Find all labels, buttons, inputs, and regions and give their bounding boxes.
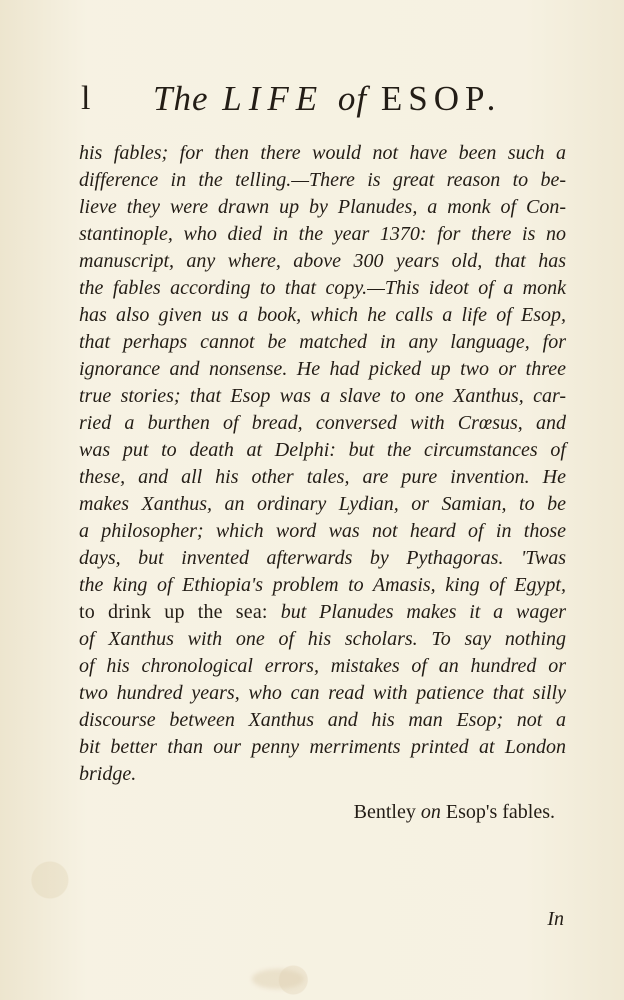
text-line-1: his fables; for then there would not have been such a <box>79 142 566 164</box>
running-head-esop: ESOP. <box>380 79 502 118</box>
source-attribution <box>354 799 555 826</box>
running-head-of: of <box>337 79 368 118</box>
text-line-22: discourse between Xanthus and his man Esop; not a <box>79 709 566 731</box>
text-line-7: has also given us a book, which he calls a life of Esop, <box>79 304 566 326</box>
text-line-3: lieve they were drawn up by Planudes, a monk of Con- <box>79 196 566 218</box>
text-line-16: days, but invented afterwards by Pythagoras. 'Twas <box>79 547 566 569</box>
body-text <box>79 140 566 788</box>
text-line-9: ignorance and nonsense. He had picked up two or three <box>79 358 566 380</box>
text-line-13: these, and all his other tales, are pure invention. He <box>79 466 566 488</box>
page-header <box>81 78 535 120</box>
text-line-4: stantinople, who died in the year 1370: for there is no <box>79 223 566 245</box>
text-line-24: bridge. <box>79 763 137 785</box>
text-line-18-roman: to drink up the sea: <box>79 601 281 623</box>
text-line-19: of Xanthus with one of his scholars. To say nothing <box>79 628 566 650</box>
attribution-author: Bentley <box>353 801 416 823</box>
text-line-8: that perhaps cannot be matched in any language, for <box>79 331 566 353</box>
paper-stain <box>252 969 304 989</box>
text-line-5: manuscript, any where, above 300 years old, that has <box>79 250 566 272</box>
text-line-12: was put to death at Delphi: but the circumstances of <box>79 439 566 461</box>
text-line-14: makes Xanthus, an ordinary Lydian, or Samian, to be <box>79 493 566 515</box>
page-number: l <box>81 80 91 117</box>
running-head-the: The <box>153 79 209 118</box>
attribution-on: on <box>420 801 441 823</box>
text-line-20: of his chronological errors, mistakes of an hundred or <box>79 655 566 677</box>
text-line-15: a philosopher; which word was not heard of in those <box>79 520 566 542</box>
text-line-2: difference in the telling.—There is great reason to be- <box>79 169 566 191</box>
attribution-work: Esop's fables. <box>445 801 555 823</box>
text-line-17: the king of Ethiopia's problem to Amasis, king of Egypt, <box>79 574 566 596</box>
running-head-life: LIFE <box>222 79 325 118</box>
text-line-18 <box>79 599 566 626</box>
text-line-6: the fables according to that copy.—This ideot of a monk <box>79 277 566 299</box>
catchword: In <box>547 908 564 930</box>
text-line-10: true stories; that Esop was a slave to one Xanthus, car- <box>79 385 566 407</box>
text-line-11: ried a burthen of bread, conversed with Crœsus, and <box>79 412 566 434</box>
running-head <box>153 78 501 120</box>
text-line-23: bit better than our penny merriments printed at London <box>79 736 566 758</box>
text-line-18-italic: but Planudes makes it a wager <box>280 601 566 623</box>
text-line-21: two hundred years, who can read with patience that silly <box>79 682 566 704</box>
